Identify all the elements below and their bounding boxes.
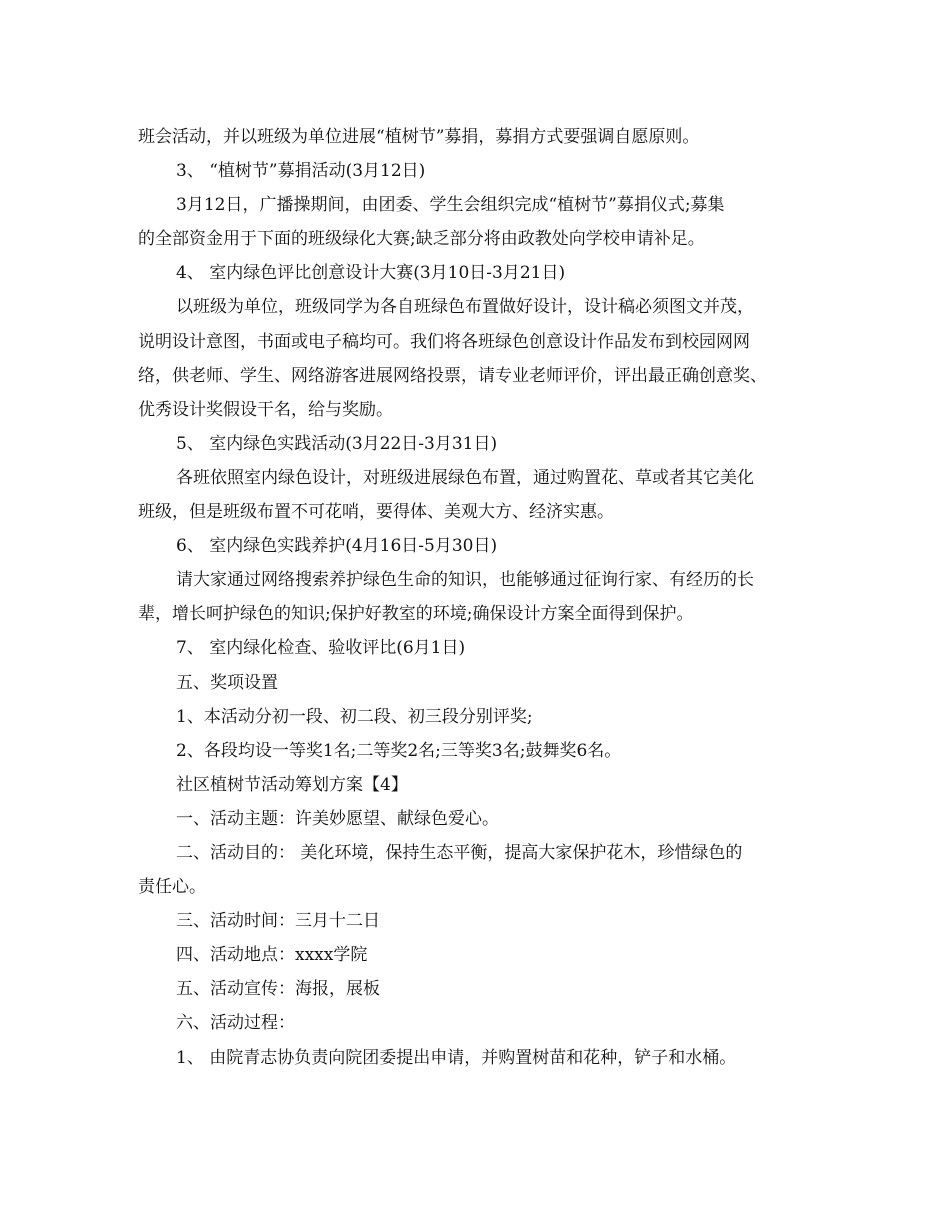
text-line: 的全部资金用于下面的班级绿化大赛;缺乏部分将由政教处向学校申请补足。 bbox=[138, 229, 705, 250]
text-line: 班会活动，并以班级为单位进展“植树节”募捐，募捐方式要强调自愿原则。 bbox=[138, 127, 700, 147]
text-line: 以班级为单位，班级同学为各自班绿色布置做好设计，设计稿必须图文并茂， bbox=[176, 297, 754, 318]
text-line: 5、 室内绿色实践活动(3月22日-3月31日) bbox=[176, 433, 498, 454]
section-heading: 六、活动过程： bbox=[176, 1013, 295, 1034]
text-line: 五、活动宣传：海报，展板 bbox=[176, 979, 380, 1000]
text-line: 说明设计意图，书面或电子稿均可。我们将各班绿色创意设计作品发布到校园网网 bbox=[138, 331, 750, 352]
text-line: 辈，增长呵护绿色的知识;保护好教室的环境;确保设计方案全面得到保护。 bbox=[138, 604, 694, 625]
text-line: 3月12日，广播操期间，由团委、学生会组织完成“植树节”募捐仪式;募集 bbox=[176, 195, 725, 216]
text-line: 各班依照室内绿色设计，对班级进展绿色布置，通过购置花、草或者其它美化 bbox=[176, 467, 754, 488]
text-line: 责任心。 bbox=[138, 877, 206, 898]
text-line: 四、活动地点：xxxx学院 bbox=[176, 945, 368, 966]
text-line: 三、活动时间：三月十二日 bbox=[176, 911, 380, 932]
text-line: 2、各段均设一等奖1名;二等奖2名;三等奖3名;鼓舞奖6名。 bbox=[176, 740, 622, 761]
text-line: 班级，但是班级布置不可花哨，要得体、美观大方、经济实惠。 bbox=[138, 502, 614, 523]
text-line: 二、活动目的： 美化环境，保持生态平衡，提高大家保护花木，珍惜绿色的 bbox=[176, 842, 743, 863]
text-line: 1、 由院青志协负责向院团委提出申请，并购置树苗和花种，铲子和水桶。 bbox=[176, 1047, 737, 1068]
text-line: 1、本活动分初一段、初二段、初三段分别评奖; bbox=[176, 706, 533, 727]
text-line: 6、 室内绿色实践养护(4月16日-5月30日) bbox=[176, 536, 498, 557]
section-heading: 五、奖项设置 bbox=[176, 672, 278, 693]
text-line: 一、活动主题：许美妙愿望、献绿色爱心。 bbox=[176, 808, 499, 829]
plan-title: 社区植树节活动筹划方案【4】 bbox=[176, 774, 408, 795]
text-line: 7、 室内绿化检查、验收评比(6月1日) bbox=[176, 638, 466, 659]
text-line: 4、 室内绿色评比创意设计大赛(3月10日-3月21日) bbox=[176, 263, 566, 284]
document-body bbox=[138, 120, 818, 1075]
text-line: 3、 “植树节”募捐活动(3月12日) bbox=[176, 161, 426, 182]
text-line: 请大家通过网络搜索养护绿色生命的知识，也能够通过征询行家、有经历的长 bbox=[176, 570, 754, 591]
text-line: 络，供老师、学生、网络游客进展网络投票，请专业老师评价，评出最正确创意奖、 bbox=[138, 365, 767, 386]
text-line: 优秀设计奖假设干名，给与奖励。 bbox=[138, 399, 393, 420]
